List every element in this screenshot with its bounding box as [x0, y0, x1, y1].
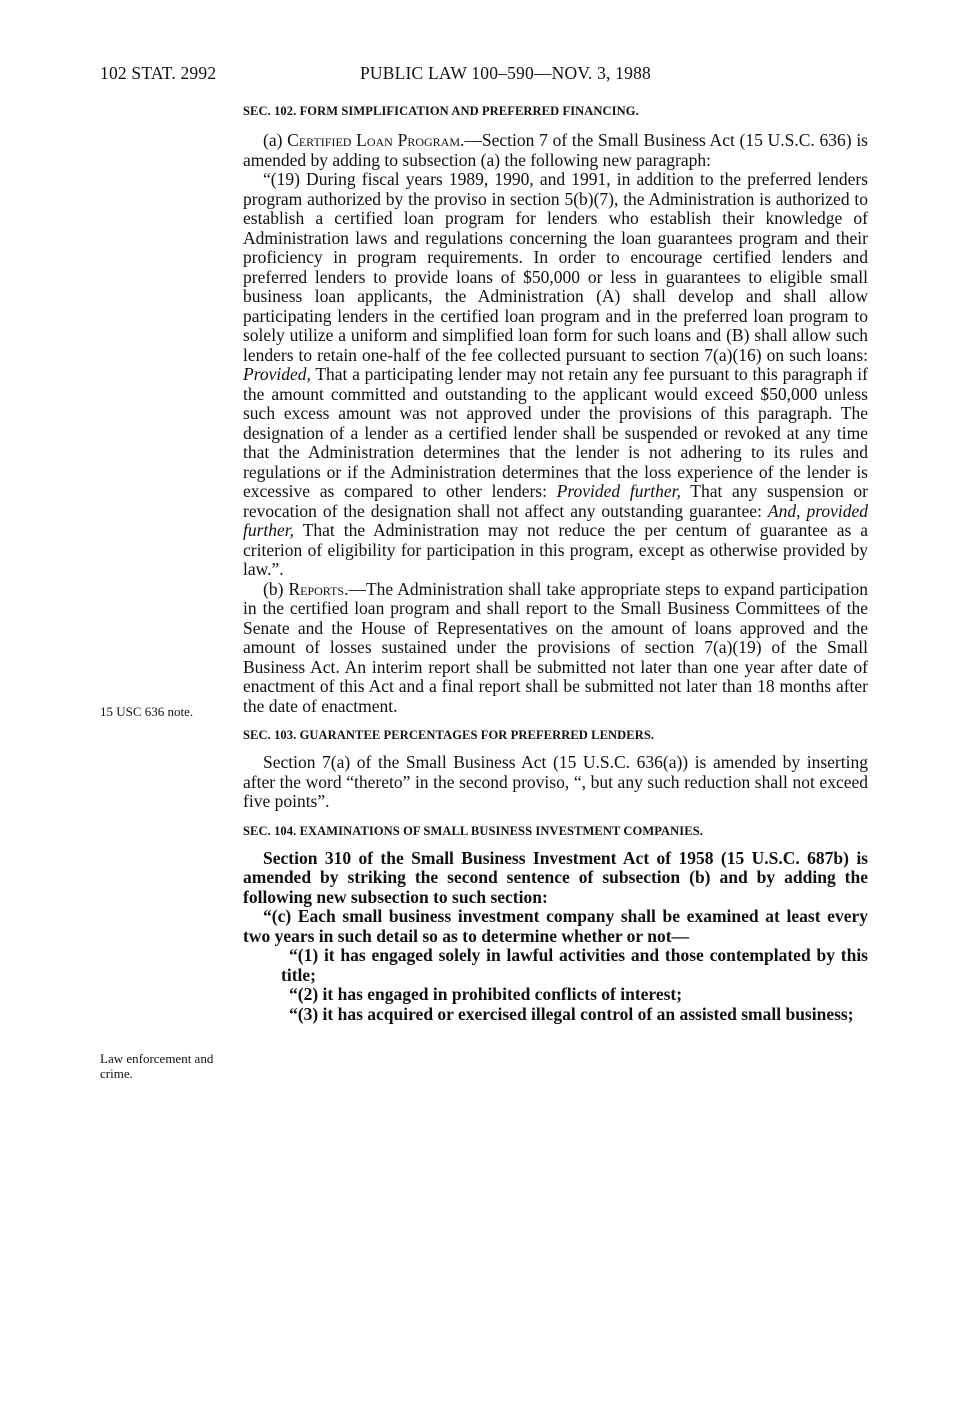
certified-loan-program-caption: Certified Loan Program	[287, 130, 460, 150]
page-header	[100, 63, 870, 87]
sec-103-heading: SEC. 103. GUARANTEE PERCENTAGES FOR PREFERRED LENDERS.	[243, 728, 655, 742]
sec-102-heading: SEC. 102. FORM SIMPLIFICATION AND PREFERRED FINANCING.	[243, 104, 639, 118]
public-law-title: PUBLIC LAW 100–590—NOV. 3, 1988	[360, 63, 651, 83]
sec-104-heading: SEC. 104. EXAMINATIONS OF SMALL BUSINESS INVESTMENT COMPANIES.	[243, 823, 703, 838]
margin-note-usc: 15 USC 636 note.	[100, 704, 194, 719]
sec-103-text: Section 7(a) of the Small Business Act (15 U.S.C. 636(a)) is amended by inserting after the word “thereto” in the second proviso, “, but any such reduction shall not exceed five points”.	[243, 752, 868, 811]
sec-102-subsection-b: (b) Reports.—The Administration shall take appropriate steps to expand participation in the certified loan program and shall report to the Small Business Committees of the Senate and the House of Representatives on the amount of loans approved and the amount of losses sustained under the provisions of section 7(a)(19) of the Small Business Act. An interim report shall be submitted not later than one year after date of enactment of this Act and a final report shall be submitted not later than 18 months after the date of enactment.	[243, 578, 868, 716]
sec-102-subsection-a: (a) Certified Loan Program.—Section 7 of the Small Business Act (15 U.S.C. 636) is amended by adding to subsection (a) the following new paragraph:	[243, 130, 868, 170]
stat-page-reference: 102 STAT. 2992	[100, 63, 217, 83]
margin-note-law-enforcement: Law enforcement and crime.	[100, 1051, 214, 1081]
sec-104-text: Section 310 of the Small Business Investment Act of 1958 (15 U.S.C. 687b) is amended by striking the second sentence of subsection (b) and by adding the following new subsection to such section:	[243, 847, 868, 907]
list-item: “(2) it has engaged in prohibited conflicts of interest;	[289, 984, 683, 1004]
sec-104-subsection-c: “(c) Each small business investment company shall be examined at least every two years in such detail so as to determine whether or not—	[243, 906, 868, 946]
proviso-2: Provided further,	[556, 481, 681, 501]
proviso-1: Provided,	[243, 364, 311, 384]
list-item: “(1) it has engaged solely in lawful activities and those contemplated by this title;	[281, 945, 868, 985]
reports-caption: Reports	[288, 578, 345, 599]
list-item: “(3) it has acquired or exercised illegal control of an assisted small business;	[289, 1003, 854, 1024]
main-text	[243, 104, 868, 1024]
proviso-3: And, provided further,	[243, 500, 868, 540]
paragraph-19: “(19) During fiscal years 1989, 1990, and 1991, in addition to the preferred lenders program authorized by the proviso in section 5(b)(7), the Administration is authorized to establish a certified loan program for lenders who establish their knowledge of Administration laws and regulations concerning the loan guarantees program and their proficiency in program requirements. In order to encourage certified lenders and preferred lenders to provide loans of $50,000 or less in guarantees to eligible small business loan applicants, the Administration (A) shall develop and shall allow participating lenders in the certified loan program and in the preferred loan program to solely utilize a uniform and simplified loan form for such loans and (B) shall allow such lenders to retain one-half of the fee collected pursuant to section 7(a)(16) on such loans: Provided, That a participating lender may not retain any fee pursuant to this paragraph if the amount committed and outstanding to the applicant would exceed $50,000 unless such excess amount was not approved under the provisions of this paragraph. The designation of a lender as a certified lender shall be suspended or revoked at any time that the Administration determines that the lender is not adhering to its rules and regulations or if the Administration determines that the loss experience of the lender is excessive as compared to other lenders: Provided further, That any suspension or revocation of the designation shall not affect any outstanding guarantee: And, provided further, That the Administration may not reduce the per centum of guarantee as a criterion of eligibility for participation in this program, except as otherwise provided by law.”.	[243, 169, 869, 579]
